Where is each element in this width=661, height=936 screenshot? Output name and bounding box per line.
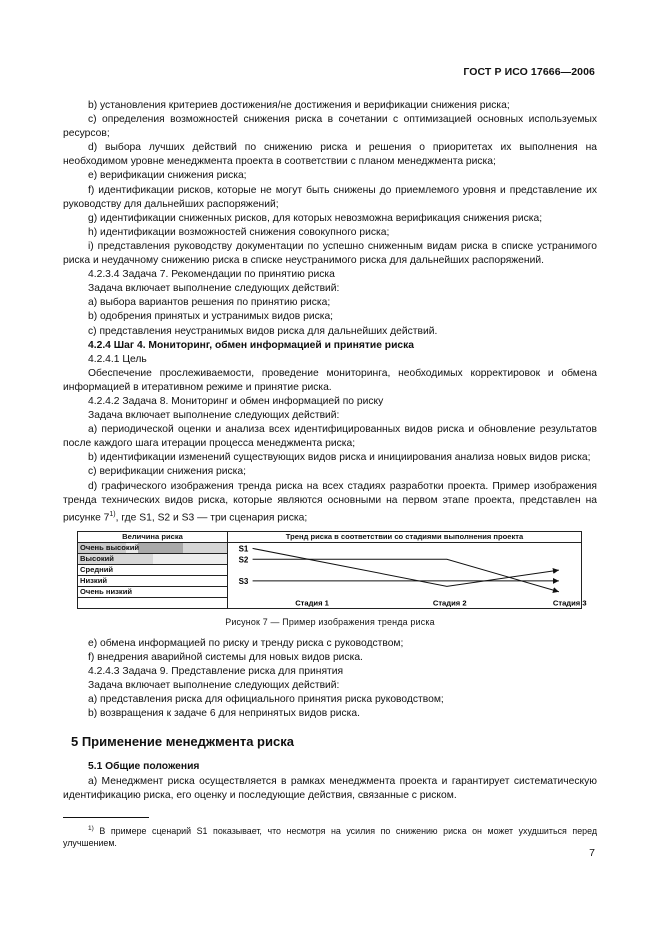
paragraph-top-9: Задача включает выполнение следующих действий: bbox=[88, 283, 340, 295]
risk-trend-table bbox=[77, 531, 587, 609]
paragraph-top-7: i) представления руководству документации по успешно сниженным видам риска в списке устранимого риска и неудачному снижению риска в списке неустранимого риска для дальнейших распоряжений. bbox=[63, 240, 597, 267]
paragraph-top-11: b) одобрения принятых и устранимых видов риска; bbox=[88, 311, 334, 323]
paragraph-mid-3: Задача включает выполнение следующих действий: bbox=[88, 410, 340, 422]
stage-label-3: Стадия 3 bbox=[552, 598, 587, 608]
y-axis-header: Величина риска bbox=[78, 532, 228, 543]
series-label-s2: S2 bbox=[238, 555, 249, 565]
after-figure-paragraphs bbox=[63, 637, 597, 722]
series-label-s3: S3 bbox=[238, 577, 249, 587]
paragraph-mid-6: с) верификации снижения риска; bbox=[88, 466, 246, 478]
page-body bbox=[63, 99, 597, 850]
paragraph-after-5: b) возвращения к задаче 6 для непринятых видов риска. bbox=[88, 708, 360, 720]
paragraph-top-5: g) идентификации сниженных рисков, для которых невозможна верификация снижения риска; bbox=[88, 212, 543, 224]
section-5-1-title: 5.1 Общие положения bbox=[88, 760, 200, 772]
level-very-low: Очень низкий bbox=[78, 587, 228, 598]
stage-row-blank bbox=[78, 598, 228, 609]
paragraph-top-4: f) идентификации рисков, которые не могут быть снижены до приемлемого уровня и представление их руководству для дальнейших распоряжений; bbox=[63, 184, 597, 210]
level-very-high: Очень высокий bbox=[78, 543, 228, 554]
top-paragraphs bbox=[63, 99, 597, 339]
paragraph-top-2: d) выбора лучших действий по снижению риска и решения о приоритетах их выполнения на необходимом уровне менеджмента проекта в соответствии с планом менеджмента риска; bbox=[63, 142, 597, 168]
risk-trend-figure bbox=[77, 531, 587, 609]
paragraph-mid-0: 4.2.4.1 Цель bbox=[88, 353, 147, 365]
page-number: 7 bbox=[589, 847, 595, 859]
paragraph-top-10: а) выбора вариантов решения по принятию риска; bbox=[88, 297, 331, 309]
paragraph-top-1: с) определения возможностей снижения риска в сочетании с оптимизацией основных используемых ресурсов; bbox=[63, 114, 597, 140]
chart-title: Тренд риска в соответствии со стадиями выполнения проекта bbox=[228, 532, 582, 543]
stage-label-1: Стадия 1 bbox=[295, 598, 329, 608]
trend-plot-area bbox=[228, 543, 587, 609]
level-medium: Средний bbox=[78, 565, 228, 576]
step4-heading: 4.2.4 Шаг 4. Мониторинг, обмен информацией и принятие риска bbox=[88, 339, 415, 351]
level-high: Высокий bbox=[78, 554, 228, 565]
level-low: Низкий bbox=[78, 576, 228, 587]
series-label-s1: S1 bbox=[238, 544, 249, 554]
trend-chart-svg bbox=[228, 543, 587, 608]
paragraph-after-4: а) представления риска для официального принятия риска руководством; bbox=[88, 694, 444, 706]
paragraph-mid-5: b) идентификации изменений существующих видов риска и инициирования анализа новых видов риска; bbox=[88, 452, 591, 464]
stage-label-2: Стадия 2 bbox=[432, 598, 467, 608]
section-5-title: 5 Применение менеджмента риска bbox=[71, 734, 294, 750]
paragraph-mid-4: а) периодической оценки и анализа всех идентифицированных видов риска и обновление результатов после каждого шага итерации процесса менеджмента риска; bbox=[63, 424, 597, 450]
paragraph-d: d) графического изображения тренда риска на всех стадиях разработки проекта. Пример изображения тренда технических видов риска, которые являются основными на первом этапе проекта, представлен на рисунке 7$^{1)}$, где S1, S2 и S3 — три сценария риска; bbox=[63, 480, 597, 524]
paragraph-mid-2: 4.2.4.2 Задача 8. Мониторинг и обмен информацией по риску bbox=[88, 395, 384, 407]
footnote-ref: 1) bbox=[109, 510, 116, 518]
paragraph-after-2: 4.2.4.3 Задача 9. Представление риска для принятия bbox=[88, 666, 344, 678]
paragraph-after-1: f) внедрения аварийной системы для новых видов риска. bbox=[88, 652, 363, 664]
paragraph-after-0: е) обмена информацией по риску и тренду риска с руководством; bbox=[88, 637, 404, 649]
document-header: ГОСТ Р ИСО 17666—2006 bbox=[463, 66, 595, 78]
paragraph-after-3: Задача включает выполнение следующих действий: bbox=[88, 680, 340, 692]
paragraph-top-12: с) представления неустранимых видов риска для дальнейших действий. bbox=[88, 325, 438, 337]
footnote: $^{1)}$ В примере сценарий S1 показывает, что несмотря на усилия по снижению риска он может ухудшиться перед улучшением. bbox=[63, 824, 597, 849]
paragraph-top-6: h) идентификации возможностей снижения совокупного риска; bbox=[88, 226, 390, 238]
paragraph-mid-1: Обеспечение прослеживаемости, проведение мониторинга, необходимых корректировок и обмена информацией в итеративном режиме и принятие риска. bbox=[63, 367, 597, 393]
section-5-1-text: а) Менеджмент риска осуществляется в рамках менеджмента проекта и гарантирует систематическую идентификацию риска, его оценку и последующие действия, связанные с риском. bbox=[63, 775, 597, 801]
mid-paragraphs bbox=[63, 353, 597, 480]
paragraph-top-8: 4.2.3.4 Задача 7. Рекомендации по принятию риска bbox=[88, 269, 335, 281]
footnote-separator bbox=[63, 817, 149, 818]
paragraph-top-0: b) установления критериев достижения/не достижения и верификации снижения риска; bbox=[88, 100, 510, 111]
paragraph-top-3: е) верификации снижения риска; bbox=[88, 170, 247, 182]
series-line-s2 bbox=[253, 559, 559, 592]
figure-caption: Рисунок 7 — Пример изображения тренда риска bbox=[225, 616, 435, 627]
